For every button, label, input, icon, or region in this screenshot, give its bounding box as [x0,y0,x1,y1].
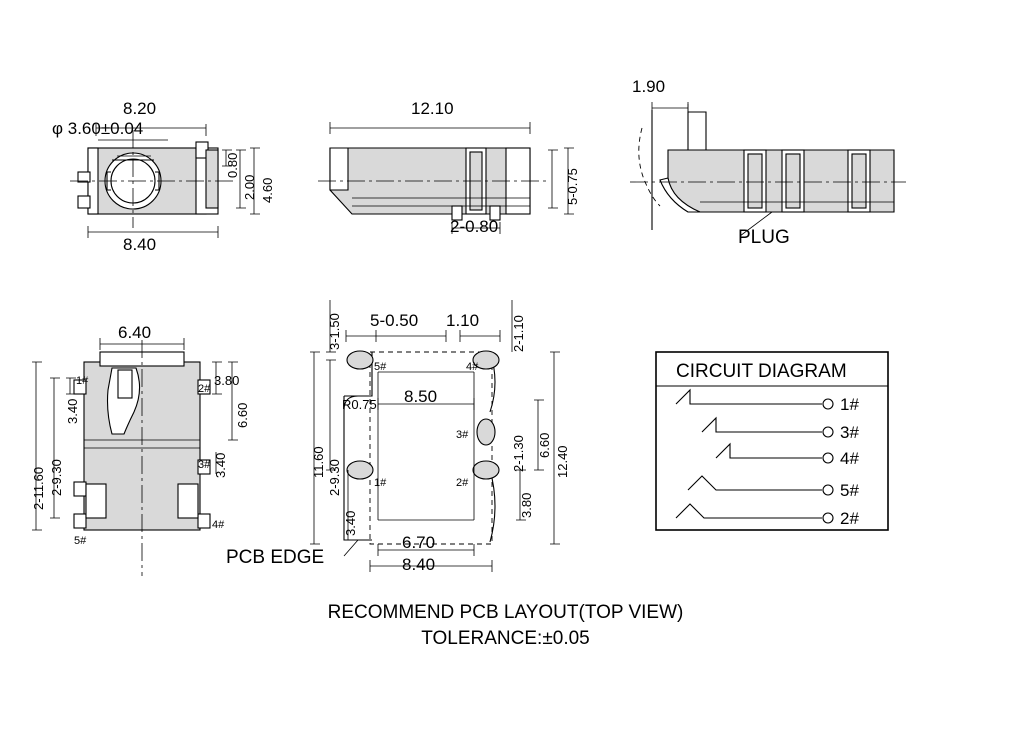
dim-pad-mid: 2-1.30 [511,435,526,472]
dim-inner-width: 8.50 [404,387,438,406]
dim-right-mid: 2.00 [242,174,257,200]
dim-top-left-width: 8.20 [123,99,157,118]
pin-label-5: 5# [74,535,87,547]
pcb-pin-label-5: 5# [374,361,387,373]
pin-label-2: 2# [198,383,211,395]
dim-pcb-height-inner: 2-9.30 [327,459,342,496]
label-plug: PLUG [738,227,790,248]
dim-right-a-66: 6.60 [537,432,552,458]
dim-left-offset: 3.40 [343,510,358,536]
dim-bottom-outer: 8.40 [402,555,436,574]
pin-label-4: 4# [212,519,225,531]
dim-pad-right: 2-1.10 [511,315,526,352]
dim-pad-left: 3-1.50 [327,313,342,350]
circuit-terminal-3: 3# [840,423,859,442]
pcb-pin-label-1: 1# [374,477,387,489]
dim-right-small: 0.80 [225,152,240,178]
pin-label-1: 1# [76,375,89,387]
circuit-diagram-title: CIRCUIT DIAGRAM [676,361,847,382]
label-pcb-edge: PCB EDGE [226,547,325,568]
dim-length: 12.10 [411,99,454,118]
dim-hole-diameter: φ 3.60±0.04 [52,119,144,138]
circuit-terminal-2: 2# [840,509,859,528]
dim-bl-right-b: 3.40 [213,452,228,478]
dim-overall-height: 2-11.60 [31,466,46,510]
dim-inner-height: 2-9.30 [49,459,64,496]
dim-right-outer: 4.60 [260,177,275,203]
pin-label-3: 3# [198,459,211,471]
caption-line-1: RECOMMEND PCB LAYOUT(TOP VIEW) [327,602,684,623]
circuit-terminal-1: 1# [840,395,859,414]
dim-right-b-38: 3.80 [519,492,534,518]
dim-pin-pitch: 2-0.80 [450,217,499,236]
dim-pcb-height-outer: 11.60 [311,446,326,478]
dim-bottom-left-width-top: 6.40 [118,323,152,342]
dim-radius: R0.75 [342,397,377,412]
dim-right-vertical: 5-0.75 [565,168,580,205]
dim-plug-depth: 1.90 [632,77,666,96]
dim-right-outer-124: 12.40 [555,445,570,478]
pcb-pin-label-4: 4# [466,361,479,373]
dim-bl-right-a: 3.80 [214,373,240,388]
pcb-pin-label-3: 3# [456,429,469,441]
dim-pad-top: 5-0.50 [370,311,419,330]
dim-pin-offset: 3.40 [65,398,80,424]
dim-bottom-inner: 6.70 [402,533,436,552]
dim-pad-gap: 1.10 [446,311,480,330]
pcb-pin-label-2: 2# [456,477,469,489]
circuit-terminal-4: 4# [840,449,859,468]
dim-bl-right-c: 6.60 [235,402,250,428]
circuit-terminal-5: 5# [840,481,859,500]
caption-line-2: TOLERANCE:±0.05 [421,628,590,649]
dim-bottom-left-width: 8.40 [123,235,157,254]
